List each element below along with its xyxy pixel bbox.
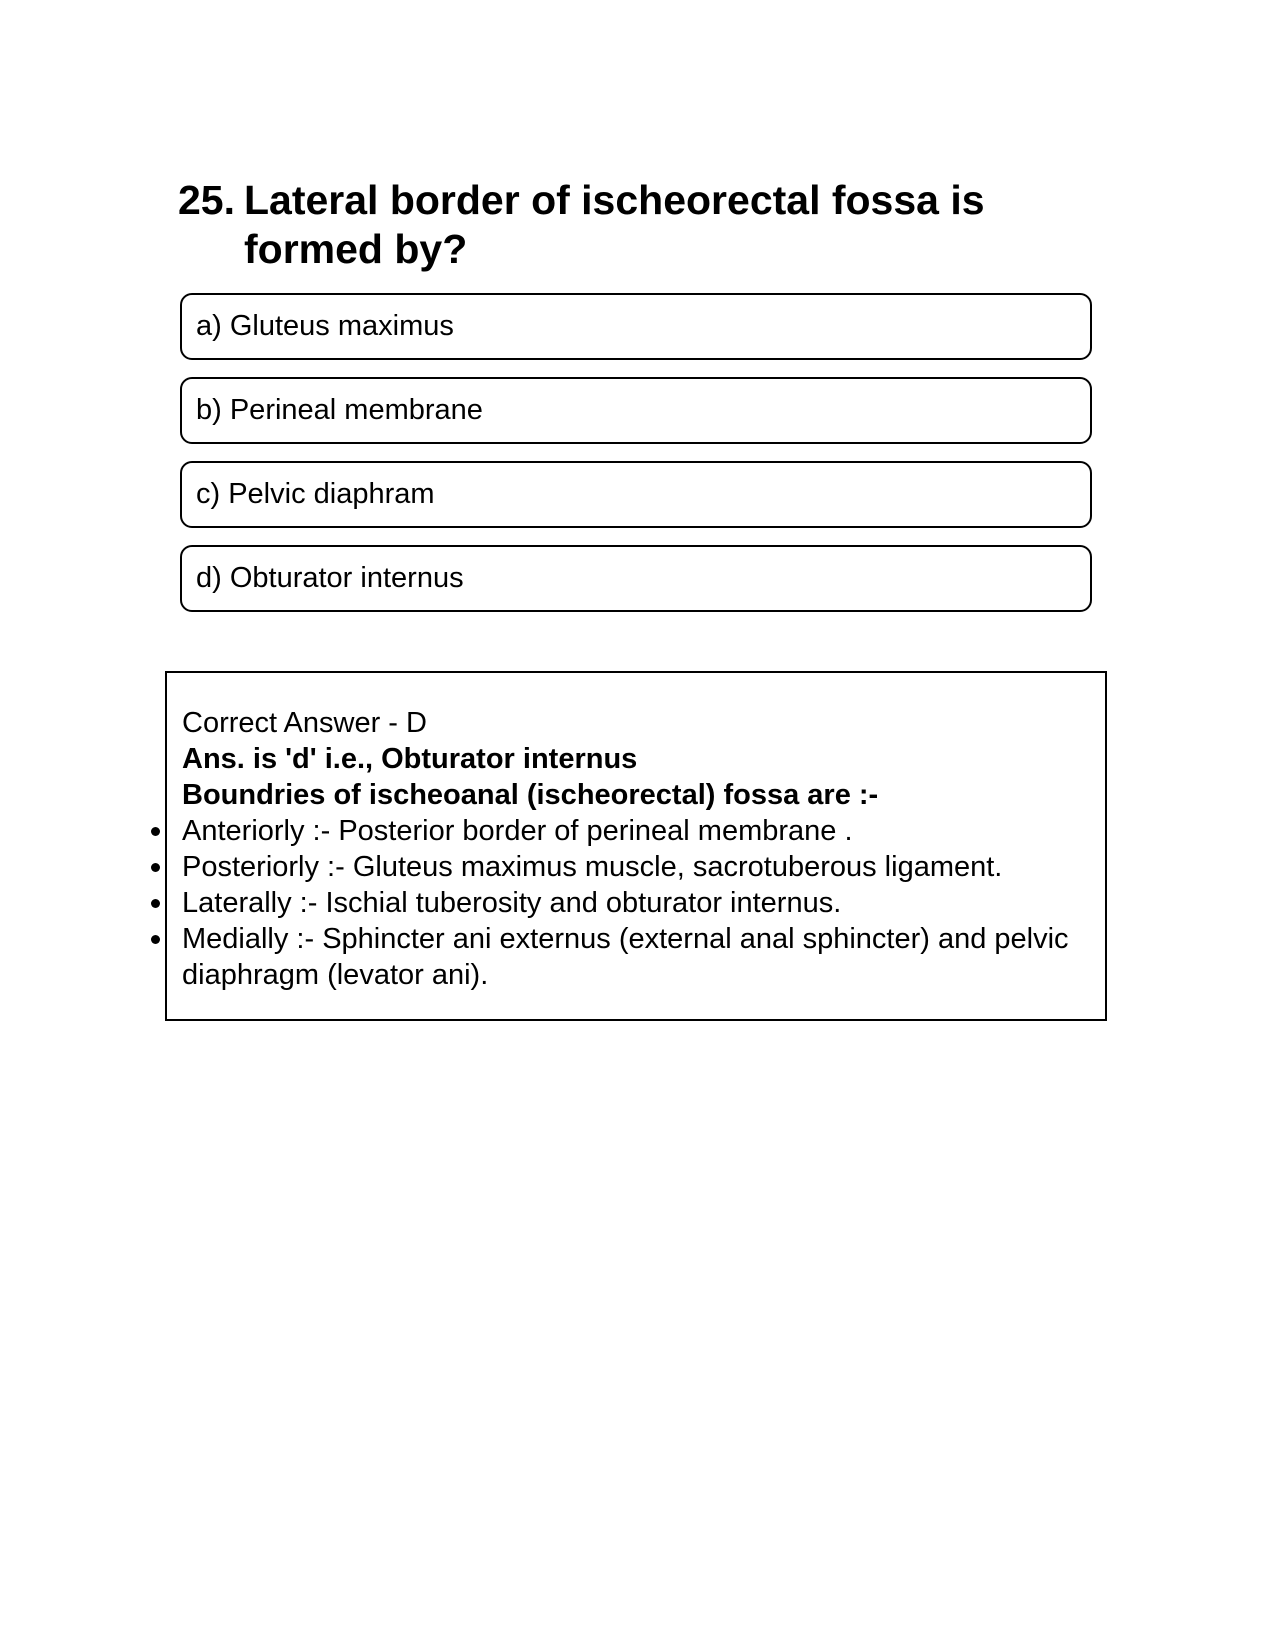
- list-item-text: Medially :- Sphincter ani externus (external anal sphincter) and pelvic diaphragm (levator ani).: [182, 923, 1069, 991]
- option-c-label: c) Pelvic diaphram: [196, 478, 435, 510]
- bullet-icon: [151, 935, 160, 944]
- answer-box: [165, 671, 1107, 1021]
- option-b[interactable]: [180, 377, 1092, 444]
- bullet-icon: [151, 863, 160, 872]
- bullet-icon: [151, 827, 160, 836]
- list-item-text: Laterally :- Ischial tuberosity and obturator internus.: [182, 887, 842, 919]
- option-a[interactable]: [180, 293, 1092, 360]
- question-heading: [178, 176, 1058, 274]
- list-item: [182, 849, 1082, 885]
- question-text: Lateral border of ischeorectal fossa is formed by?: [244, 177, 985, 272]
- answer-explanation-line: Ans. is 'd' i.e., Obturator internus: [182, 743, 638, 775]
- boundaries-heading: Boundries of ischeoanal (ischeorectal) fossa are :-: [182, 779, 879, 811]
- list-item-text: Anteriorly :- Posterior border of perineal membrane .: [182, 815, 853, 847]
- list-item: [182, 813, 1082, 849]
- option-d[interactable]: [180, 545, 1092, 612]
- list-item: [182, 885, 1082, 921]
- option-c[interactable]: [180, 461, 1092, 528]
- boundaries-list: [182, 813, 1082, 993]
- option-d-label: d) Obturator internus: [196, 562, 464, 594]
- options-list: [180, 293, 1092, 629]
- answer-content: [182, 705, 1082, 993]
- question-number: 25.: [178, 177, 235, 223]
- correct-answer-line: Correct Answer - D: [182, 707, 427, 739]
- bullet-icon: [151, 899, 160, 908]
- option-a-label: a) Gluteus maximus: [196, 310, 454, 342]
- list-item-text: Posteriorly :- Gluteus maximus muscle, sacrotuberous ligament.: [182, 851, 1003, 883]
- option-b-label: b) Perineal membrane: [196, 394, 483, 426]
- list-item: [182, 921, 1082, 993]
